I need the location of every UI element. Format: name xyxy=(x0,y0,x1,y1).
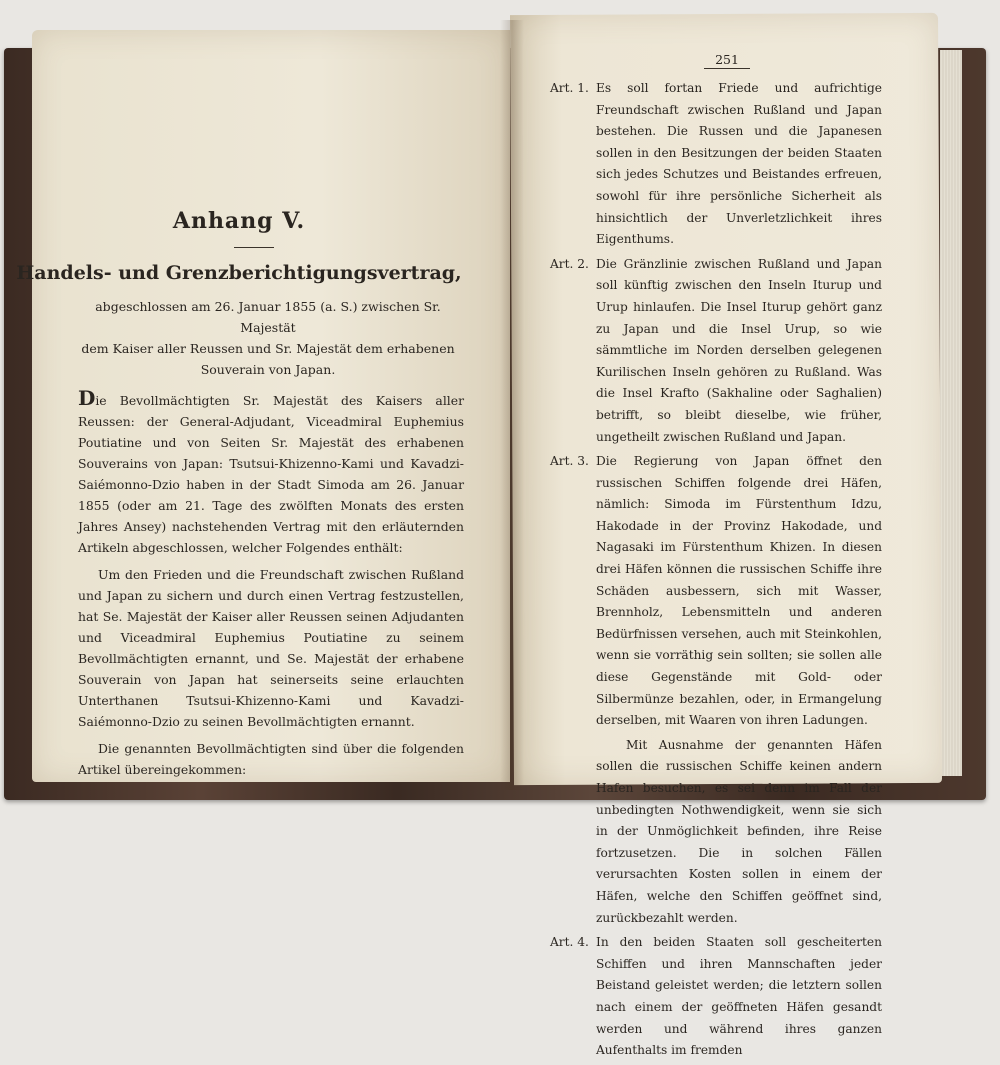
subtitle-line: abgeschlossen am 26. Januar 1855 (a. S.) zwischen Sr. Majestät xyxy=(95,299,441,335)
treaty-subtitle xyxy=(68,296,468,380)
article-3-continuation: Mit Ausnahme der genannten Häfen sollen die russischen Schiffe keinen andern Hafen besuchen, es sei denn im Fall der unbedingten Nothwendigkeit, wenn sie sich in der Unmöglichkeit befinden, ihre Reise fortzusetzen. Die in solchen Fällen verursachten Kosten sollen in einem der Häfen, welche den Schiffen geöffnet sind, zurückbezahlt werden. xyxy=(596,737,882,925)
page-number-rule xyxy=(704,68,750,69)
purpose-paragraph: Um den Frieden und die Freundschaft zwischen Rußland und Japan zu sichern und durch einen Vertrag festzustellen, hat Se. Majestät der Kaiser aller Reussen seinen Adjudanten und Viceadmiral Euphemius Poutiatine zu seinem Bevollmächtigten ernannt, und Se. Majestät der erhabene Souverain von Japan hat seinerseits seine erlauchten Unterthanen Tsutsui-Khizenno-Kami und Kavadzi-Saiémonno-Dzio zu seinen Bevollmächtigten ernannt. xyxy=(78,567,464,729)
article-label: Art. 1. xyxy=(550,81,589,95)
article-text: In den beiden Staaten soll gescheiterten Schiffen und ihren Mannschaften jeder Beistand geleistet werden; die letztern sollen nach einem der geöffneten Häfen gesandt werden und während ihres ganzen Aufenthalts im fremden xyxy=(596,935,882,1058)
heading-rule xyxy=(234,247,274,248)
article-text: Es soll fortan Friede und aufrichtige Freundschaft zwischen Rußland und Japan bestehen. Die Russen und die Japanesen sollen in den Besitzungen der beiden Staaten sich jedes Schutzes und Beistandes erfreuen, sowohl für ihre persönliche Sicherheit als hinsichtlich der Unverletzlichkeit ihres Eigenthums. xyxy=(596,81,882,247)
left-body-text xyxy=(78,388,464,780)
article-text: Die Gränzlinie zwischen Rußland und Japan soll künftig zwischen den Inseln Iturup und Urup hinlaufen. Die Insel Iturup gehört ganz zu Japan und die Insel Urup, so wie sämmtliche im Norden derselben gelegenen Kurilischen Inseln gehören zu Rußland. Was die Insel Krafto (Sakhaline oder Saghalien) betrifft, so bleibt dieselbe, wie früher, ungetheilt zwischen Rußland und Japan. xyxy=(596,256,882,444)
book-gutter xyxy=(500,20,524,790)
drop-cap: D xyxy=(78,386,96,410)
subtitle-line: Souverain von Japan. xyxy=(200,362,336,377)
article-4 xyxy=(550,932,882,1062)
subtitle-line: dem Kaiser aller Reussen und Sr. Majestät dem erhabenen xyxy=(81,341,455,356)
article-label: Art. 2. xyxy=(550,256,589,271)
agreement-paragraph: Die genannten Bevollmächtigten sind über die folgenden Artikel übereingekommen: xyxy=(78,741,464,777)
article-text: Die Regierung von Japan öffnet den russischen Schiffen folgende drei Häfen, nämlich: Simoda im Fürstenthum Idzu, Hakodade in der Provinz Hakodade, und Nagasaki im Fürstenthum Khizen. In diesen drei Häfen können die russischen Schiffe ihre Schäden ausbessern, sich mit Wasser, Brennholz, Lebensmitteln und anderen Bedürfnissen versehen, auch mit Steinkohlen, wenn sie vorräthig sein sollten; sie sollen alle diese Gegenstände mit Gold- oder Silbermünze bezahlen, oder, in Ermangelung derselben, mit Waaren von ihren Ladungen. xyxy=(596,454,882,728)
page-number: 251 xyxy=(715,52,739,67)
preamble-paragraph xyxy=(78,388,464,558)
article-label: Art. 3. xyxy=(550,454,589,469)
article-3 xyxy=(550,451,882,732)
appendix-heading: Anhang V. xyxy=(172,208,306,234)
article-1 xyxy=(550,78,882,251)
article-2 xyxy=(550,254,882,448)
articles-list xyxy=(550,78,882,1065)
treaty-title: Handels- und Grenzberichtigungsvertrag, xyxy=(16,262,462,284)
preamble-text: ie Bevollmächtigten Sr. Majestät des Kaisers aller Reussen: der General-Adjudant, Viceadmiral Euphemius Poutiatine und von Seiten Sr. Majestät des erhabenen Souverains von Japan: Tsutsui-Khizenno-Kami und Kavadzi-Saiémonno-Dzio haben in der Stadt Simoda am 26. Januar 1855 (oder am 21. Tage des zwölften Monats des ersten Jahres Ansey) nachstehenden Vertrag mit den erläuternden Artikeln abgeschlossen, welcher Folgendes enthält: xyxy=(78,393,464,555)
article-label: Art. 4. xyxy=(550,935,589,950)
page-edges xyxy=(940,50,962,776)
